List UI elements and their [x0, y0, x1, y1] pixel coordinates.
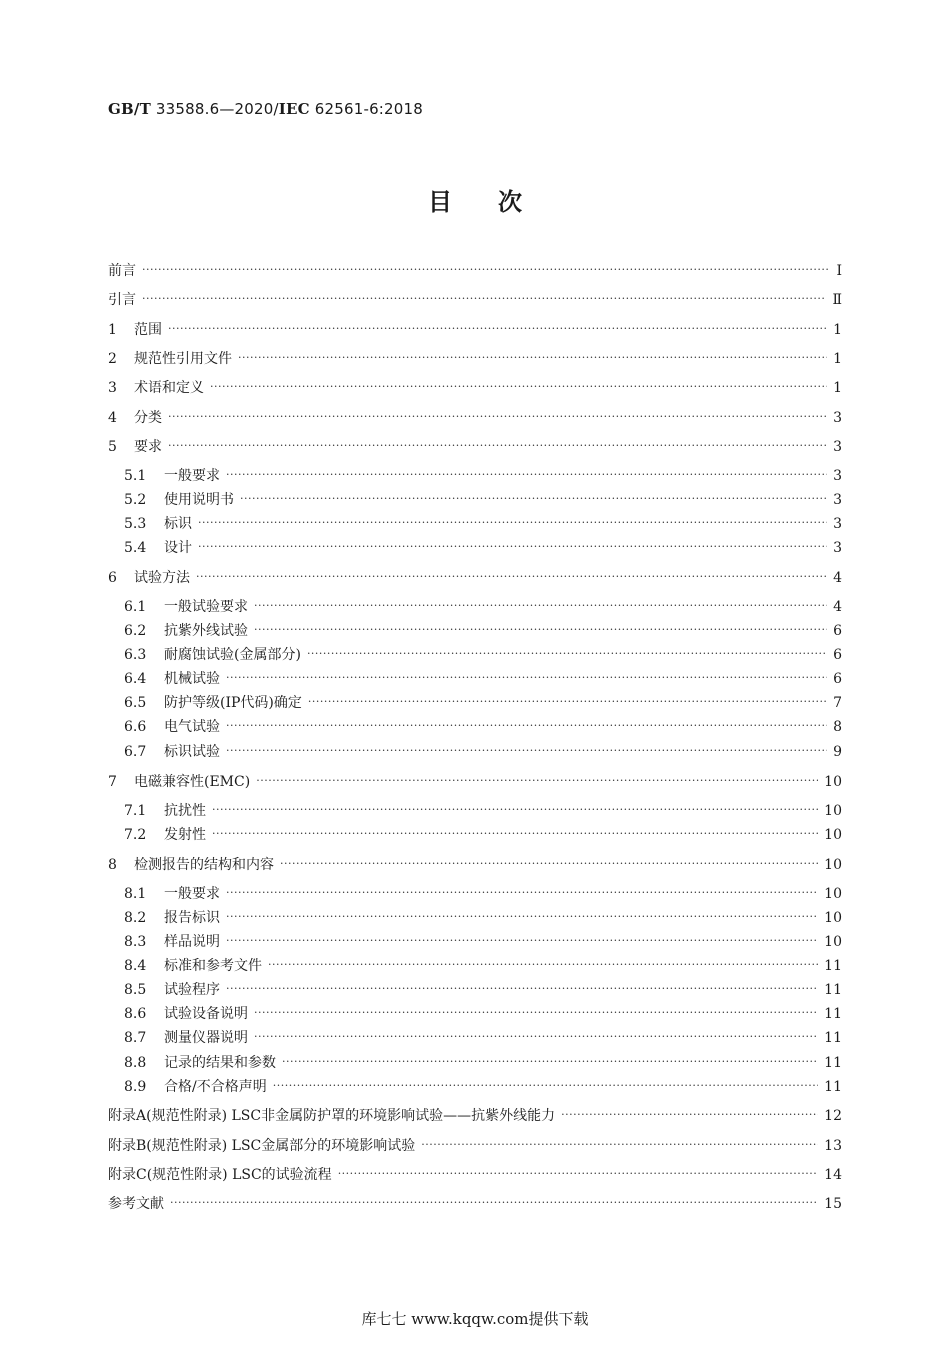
- toc-entry[interactable]: [108, 437, 842, 457]
- toc-entry[interactable]: [108, 1106, 842, 1126]
- toc-entry-number: 8.7: [124, 1030, 147, 1046]
- toc-leader-dots: [142, 259, 828, 279]
- toc-leader-dots: [168, 318, 827, 338]
- toc-leader-dots: [226, 464, 827, 484]
- toc-entry-number: 8.8: [124, 1055, 147, 1071]
- toc-entry-label: 一般要求: [164, 886, 220, 902]
- toc-entry-label: 附录C(规范性附录) LSC的试验流程: [108, 1167, 332, 1183]
- toc-entry-page: 3: [833, 468, 842, 484]
- toc-leader-dots: [198, 512, 827, 532]
- toc-entry-page: 10: [824, 803, 842, 819]
- toc-entry-label: 术语和定义: [134, 380, 204, 396]
- toc-entry-number: 5.4: [124, 540, 147, 556]
- toc-leader-dots: [254, 595, 827, 615]
- toc-entry[interactable]: [124, 1004, 842, 1024]
- toc-entry[interactable]: [124, 1053, 842, 1073]
- toc-entry-number: 6: [108, 570, 117, 586]
- toc-entry-page: 10: [824, 827, 842, 843]
- toc-entry-label: 附录B(规范性附录) LSC金属部分的环境影响试验: [108, 1138, 416, 1154]
- toc-entry[interactable]: [124, 645, 842, 665]
- toc-entry-page: 3: [833, 492, 842, 508]
- toc-entry[interactable]: [108, 320, 842, 340]
- toc-leader-dots: [561, 1104, 818, 1124]
- toc-entry-number: 8: [108, 857, 117, 873]
- footer-watermark: 库七七 www.kqqw.com提供下载: [361, 1310, 589, 1328]
- toc-entry-number: 8.1: [124, 886, 147, 902]
- toc-leader-dots: [254, 1026, 818, 1046]
- toc-entry-label: 分类: [134, 410, 162, 426]
- toc-entry-label: 测量仪器说明: [164, 1030, 248, 1046]
- toc-entry-label: 要求: [134, 439, 162, 455]
- toc-entry-page: 1: [833, 351, 842, 367]
- toc-leader-dots: [142, 288, 826, 308]
- toc-entry-page: 10: [824, 774, 842, 790]
- toc-entry[interactable]: [108, 349, 842, 369]
- toc-entry-page: 4: [833, 599, 842, 615]
- toc-entry[interactable]: [124, 801, 842, 821]
- toc-entry-label: 报告标识: [164, 910, 220, 926]
- toc-entry[interactable]: [108, 378, 842, 398]
- toc-entry-page: 1: [833, 322, 842, 338]
- toc-entry-number: 8.4: [124, 958, 147, 974]
- toc-entry-page: 11: [824, 1079, 842, 1095]
- toc-leader-dots: [238, 347, 827, 367]
- toc-entry-page: 1: [833, 380, 842, 396]
- toc-leader-dots: [210, 376, 827, 396]
- toc-entry[interactable]: [124, 956, 842, 976]
- toc-entry[interactable]: [108, 290, 842, 310]
- toc-entry-number: 1: [108, 322, 117, 338]
- toc-entry-page: 6: [833, 647, 842, 663]
- toc-entry-label: 前言: [108, 263, 136, 279]
- toc-entry-label: 一般要求: [164, 468, 220, 484]
- toc-entry-page: 11: [824, 1030, 842, 1046]
- toc-entry-number: 5: [108, 439, 117, 455]
- toc-entry-label: 电气试验: [164, 719, 220, 735]
- toc-entry-label: 范围: [134, 322, 162, 338]
- toc-leader-dots: [254, 619, 827, 639]
- toc-leader-dots: [226, 667, 827, 687]
- toc-leader-dots: [226, 978, 818, 998]
- toc-entry-number: 2: [108, 351, 117, 367]
- toc-entry-label: 检测报告的结构和内容: [134, 857, 274, 873]
- toc-entry[interactable]: [124, 621, 842, 641]
- toc-entry[interactable]: [124, 825, 842, 845]
- toc-entry-page: 6: [833, 623, 842, 639]
- toc-entry-page: 11: [824, 958, 842, 974]
- toc-entry-label: 电磁兼容性(EMC): [134, 774, 251, 790]
- toc-entry-number: 8.3: [124, 934, 147, 950]
- toc-leader-dots: [226, 930, 818, 950]
- toc-entry[interactable]: [124, 538, 842, 558]
- page-title: 目次: [428, 188, 568, 216]
- toc-entry-label: 设计: [164, 540, 192, 556]
- toc-leader-dots: [168, 406, 827, 426]
- toc-entry[interactable]: [108, 408, 842, 428]
- toc-leader-dots: [226, 740, 827, 760]
- toc-entry[interactable]: [124, 980, 842, 1000]
- toc-entry[interactable]: [108, 855, 842, 875]
- toc-entry[interactable]: [124, 693, 842, 713]
- toc-entry-page: 10: [824, 934, 842, 950]
- toc-entry-number: 3: [108, 380, 117, 396]
- toc-entry-label: 合格/不合格声明: [164, 1079, 267, 1095]
- toc-entry[interactable]: [124, 466, 842, 486]
- toc-entry-page: 6: [833, 671, 842, 687]
- toc-entry-label: 耐腐蚀试验(金属部分): [164, 647, 301, 663]
- toc-entry[interactable]: [124, 1077, 842, 1097]
- toc-entry[interactable]: [108, 1136, 842, 1156]
- toc-entry-number: 8.5: [124, 982, 147, 998]
- toc-entry-label: 抗紫外线试验: [164, 623, 248, 639]
- toc-entry-number: 6.4: [124, 671, 147, 687]
- toc-entry-page: 7: [833, 695, 842, 711]
- toc-entry-number: 8.6: [124, 1006, 147, 1022]
- toc-entry-label: 引言: [108, 292, 136, 308]
- toc-entry-label: 参考文献: [108, 1196, 164, 1212]
- toc-leader-dots: [254, 1002, 818, 1022]
- toc-entry-number: 6.6: [124, 719, 147, 735]
- toc-entry-page: 11: [824, 1055, 842, 1071]
- toc-entry-page: 10: [824, 857, 842, 873]
- toc-leader-dots: [280, 853, 818, 873]
- toc-entry-label: 试验方法: [134, 570, 190, 586]
- toc-entry-number: 6.2: [124, 623, 147, 639]
- toc-leader-dots: [256, 770, 818, 790]
- toc-entry-label: 机械试验: [164, 671, 220, 687]
- toc-leader-dots: [282, 1051, 818, 1071]
- toc-entry-label: 一般试验要求: [164, 599, 248, 615]
- toc-entry-number: 6.7: [124, 744, 147, 760]
- toc-leader-dots: [198, 536, 827, 556]
- toc-entry[interactable]: [108, 261, 842, 281]
- toc-leader-dots: [273, 1075, 818, 1095]
- toc-entry-page: 4: [833, 570, 842, 586]
- toc-entry-page: 11: [824, 1006, 842, 1022]
- toc-entry-page: Ⅰ: [836, 263, 842, 279]
- toc-entry[interactable]: [124, 1028, 842, 1048]
- toc-leader-dots: [212, 823, 818, 843]
- toc-entry[interactable]: [124, 932, 842, 952]
- toc-leader-dots: [226, 906, 818, 926]
- toc-leader-dots: [226, 715, 827, 735]
- toc-entry-label: 样品说明: [164, 934, 220, 950]
- toc-entry-page: 12: [824, 1108, 842, 1124]
- toc-entry-number: 6.1: [124, 599, 147, 615]
- toc-leader-dots: [338, 1163, 818, 1183]
- toc-entry[interactable]: [108, 772, 842, 792]
- toc-entry-number: 4: [108, 410, 117, 426]
- toc-entry[interactable]: [124, 908, 842, 928]
- toc-entry-label: 发射性: [164, 827, 206, 843]
- toc-entry-page: Ⅱ: [832, 292, 842, 308]
- toc-entry[interactable]: [108, 1165, 842, 1185]
- toc-entry-label: 标准和参考文件: [164, 958, 262, 974]
- toc-entry[interactable]: [124, 717, 842, 737]
- toc-entry-page: 11: [824, 982, 842, 998]
- toc-leader-dots: [308, 691, 827, 711]
- toc-leader-dots: [421, 1134, 818, 1154]
- toc-entry-page: 10: [824, 886, 842, 902]
- toc-entry-page: 3: [833, 540, 842, 556]
- toc-entry[interactable]: [108, 1194, 842, 1214]
- toc-entry-number: 8.9: [124, 1079, 147, 1095]
- toc-entry-label: 试验程序: [164, 982, 220, 998]
- toc-entry-number: 7.2: [124, 827, 147, 843]
- toc-entry-page: 14: [824, 1167, 842, 1183]
- toc-entry-page: 3: [833, 410, 842, 426]
- toc-leader-dots: [196, 566, 827, 586]
- toc-entry[interactable]: [108, 568, 842, 588]
- toc-entry-page: 13: [824, 1138, 842, 1154]
- toc-entry-label: 使用说明书: [164, 492, 234, 508]
- toc-entry-number: 6.5: [124, 695, 147, 711]
- toc-entry-page: 9: [833, 744, 842, 760]
- toc-leader-dots: [240, 488, 827, 508]
- toc-entry-label: 标识试验: [164, 744, 220, 760]
- toc-entry[interactable]: [124, 597, 842, 617]
- toc-entry[interactable]: [124, 884, 842, 904]
- toc-leader-dots: [268, 954, 818, 974]
- toc-entry-label: 记录的结果和参数: [164, 1055, 276, 1071]
- toc-entry-page: 15: [824, 1196, 842, 1212]
- document-code: GB/T 33588.6—2020/IEC 62561-6:2018: [108, 100, 424, 118]
- toc-leader-dots: [170, 1192, 818, 1212]
- toc-entry-number: 6.3: [124, 647, 147, 663]
- toc-entry-page: 3: [833, 516, 842, 532]
- toc-entry-number: 7: [108, 774, 117, 790]
- toc-entry[interactable]: [124, 490, 842, 510]
- toc-entry-label: 防护等级(IP代码)确定: [164, 695, 302, 711]
- toc-leader-dots: [226, 882, 818, 902]
- toc-entry[interactable]: [124, 514, 842, 534]
- toc-entry-label: 规范性引用文件: [134, 351, 232, 367]
- toc-entry-number: 8.2: [124, 910, 147, 926]
- toc-entry[interactable]: [124, 669, 842, 689]
- toc-leader-dots: [168, 435, 827, 455]
- toc-entry[interactable]: [124, 742, 842, 762]
- toc-entry-page: 8: [833, 719, 842, 735]
- toc-entry-label: 抗扰性: [164, 803, 206, 819]
- toc-entry-number: 5.1: [124, 468, 147, 484]
- toc-entry-page: 3: [833, 439, 842, 455]
- toc-entry-page: 10: [824, 910, 842, 926]
- toc-entry-label: 附录A(规范性附录) LSC非金属防护罩的环境影响试验——抗紫外线能力: [108, 1108, 556, 1124]
- toc-entry-number: 5.3: [124, 516, 147, 532]
- toc-entry-label: 标识: [164, 516, 192, 532]
- toc-entry-label: 试验设备说明: [164, 1006, 248, 1022]
- toc-leader-dots: [307, 643, 827, 663]
- toc-entry-number: 7.1: [124, 803, 147, 819]
- toc-leader-dots: [212, 799, 818, 819]
- toc-entry-number: 5.2: [124, 492, 147, 508]
